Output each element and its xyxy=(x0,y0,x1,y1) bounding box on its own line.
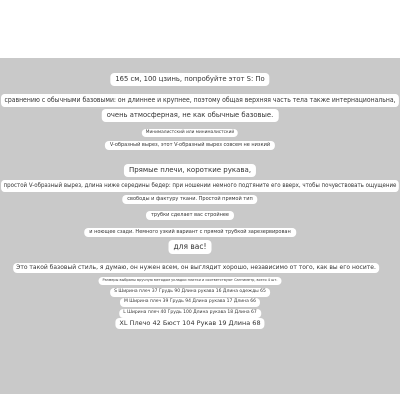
text-line-length: простой V-образный вырез, длина ниже середины бедер: при ношении немного подтяните его вверх, чтобы почувствовать ощущение xyxy=(1,180,399,192)
text-line-size-note: Размеры выбраны вручную методом укладки плитки и соответствуют Сантиметр, всего 4 шт. xyxy=(99,277,282,285)
text-line-v-neck: V-образный вырез, этот V-образный вырез совсем не низкий xyxy=(105,141,275,150)
text-line-fabric: свободы и фактуру ткани. Простой прямой тип xyxy=(122,195,257,204)
text-line-basic-style: Это такой базовый стиль, я думаю, он нужен всем, он выглядит хорошо, независимо от того, как вы его носите. xyxy=(13,263,379,273)
text-line-minimalist: Минималистский или минималистский xyxy=(142,129,238,137)
text-line-atmosphere: очень атмосферная, не как обычные базовые. xyxy=(102,109,279,122)
size-row-s: S Ширина плеч 37 Грудь 90 Длина рукава 16 Длина одежды 65 xyxy=(110,288,270,297)
text-line-for-you: для вас! xyxy=(168,240,211,254)
text-line-slim: трубки сделает вас стройнее xyxy=(146,211,234,220)
text-line-comparison: сравнению с обычными базовыми: он длиннее и крупнее, поэтому общая верхняя часть тела также интернациональна, xyxy=(1,94,399,107)
size-row-xl: XL Плечо 42 Бюст 104 Рукав 19 Длина 68 xyxy=(115,318,264,329)
size-row-m: M Ширина плеч 39 Грудь 94 Длина рукава 17 Длина 66 xyxy=(120,298,260,307)
text-line-intro: 165 см, 100 цзинь, попробуйте этот S: По xyxy=(110,73,269,86)
text-line-straight-shoulders: Прямые плечи, короткие рукава, xyxy=(124,164,256,177)
content-panel xyxy=(0,58,400,394)
size-row-l: L Ширина плеч 40 Грудь 100 Длина рукава 18 Длина 67 xyxy=(119,309,261,318)
text-line-reserved: и ноющее сзади. Немного узкий вариант с прямой трубкой зарезервирован xyxy=(84,228,296,237)
